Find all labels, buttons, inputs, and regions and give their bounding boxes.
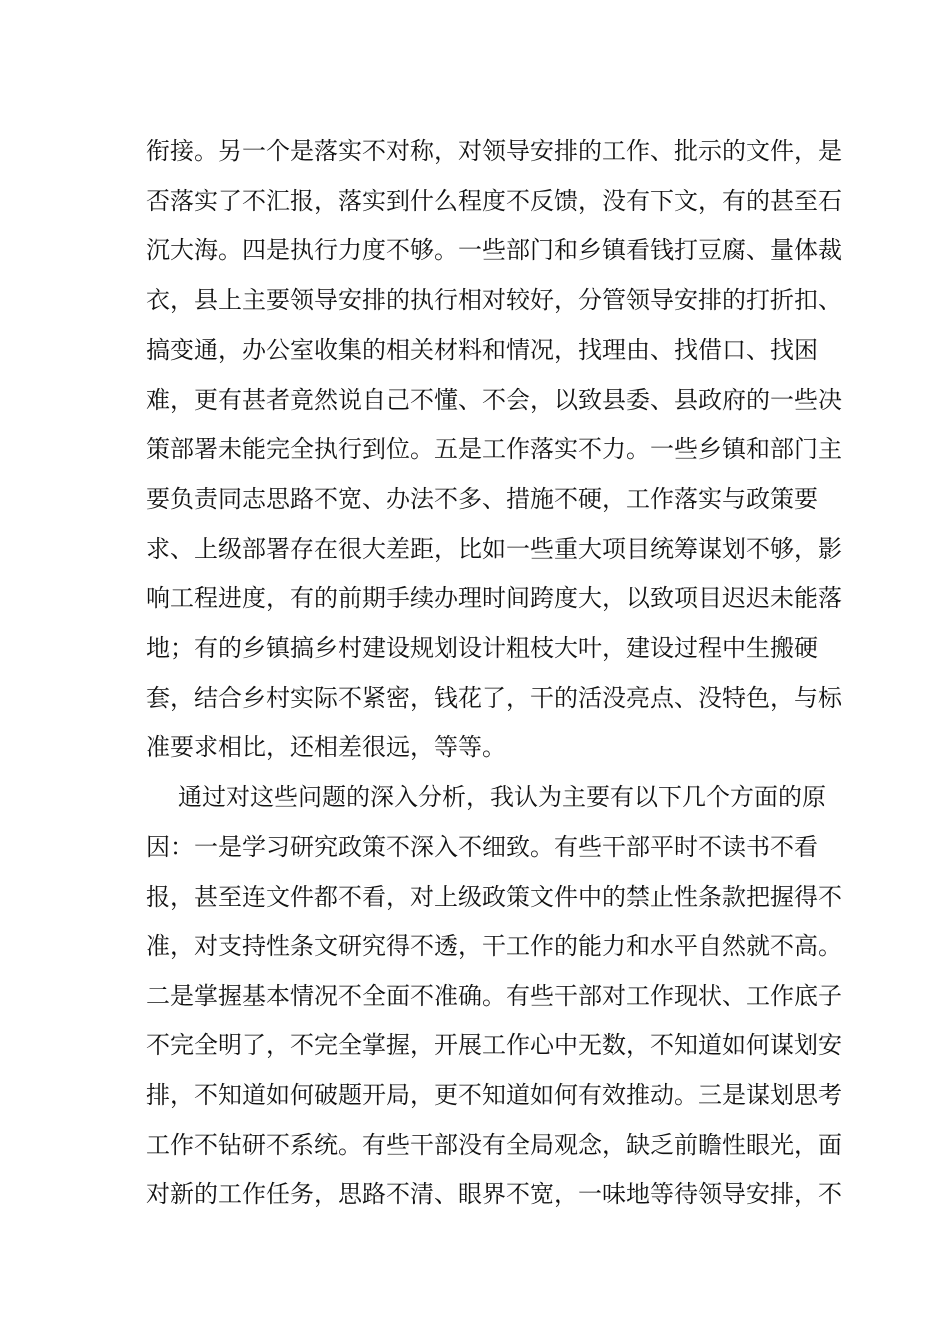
paragraph-1-line: 搞变通，办公室收集的相关材料和情况，找理由、找借口、找困 bbox=[146, 336, 818, 364]
paragraph-1-line: 地；有的乡镇搞乡村建设规划设计粗枝大叶，建设过程中生搬硬 bbox=[146, 634, 818, 662]
paragraph-1-line: 响工程进度，有的前期手续办理时间跨度大，以致项目迟迟未能落 bbox=[146, 584, 842, 612]
paragraph-2-line: 不完全明了，不完全掌握，开展工作心中无数，不知道如何谋划安 bbox=[146, 1031, 842, 1059]
paragraph-1-line: 求、上级部署存在很大差距，比如一些重大项目统筹谋划不够，影 bbox=[146, 535, 842, 563]
paragraph-2-line: 排，不知道如何破题开局，更不知道如何有效推动。三是谋划思考 bbox=[146, 1081, 842, 1109]
paragraph-1-line: 衣，县上主要领导安排的执行相对较好，分管领导安排的打折扣、 bbox=[146, 286, 842, 314]
paragraph-1-last-line: 准要求相比，还相差很远，等等。 bbox=[146, 733, 506, 761]
paragraph-1-line: 策部署未能完全执行到位。五是工作落实不力。一些乡镇和部门主 bbox=[146, 435, 842, 463]
paragraph-2-line: 因：一是学习研究政策不深入不细致。有些干部平时不读书不看 bbox=[146, 833, 818, 861]
paragraph-2-line: 准，对支持性条文研究得不透，干工作的能力和水平自然就不高。 bbox=[146, 932, 842, 960]
paragraph-1-line: 要负责同志思路不宽、办法不多、措施不硬，工作落实与政策要 bbox=[146, 485, 818, 513]
paragraph-2-line: 报，甚至连文件都不看，对上级政策文件中的禁止性条款把握得不 bbox=[146, 883, 842, 911]
paragraph-1-line: 沉大海。四是执行力度不够。一些部门和乡镇看钱打豆腐、量体裁 bbox=[146, 236, 842, 264]
paragraph-1-line: 否落实了不汇报，落实到什么程度不反馈，没有下文，有的甚至石 bbox=[146, 187, 842, 215]
paragraph-2-line: 工作不钻研不系统。有些干部没有全局观念，缺乏前瞻性眼光，面 bbox=[146, 1131, 842, 1159]
paragraph-1-line: 衔接。另一个是落实不对称，对领导安排的工作、批示的文件，是 bbox=[146, 137, 842, 165]
paragraph-2-line: 二是掌握基本情况不全面不准确。有些干部对工作现状、工作底子 bbox=[146, 982, 842, 1010]
paragraph-1-line: 套，结合乡村实际不紧密，钱花了，干的活没亮点、没特色，与标 bbox=[146, 684, 842, 712]
paragraph-2-line: 对新的工作任务，思路不清、眼界不宽，一味地等待领导安排，不 bbox=[146, 1180, 842, 1208]
paragraph-1-line: 难，更有甚者竟然说自己不懂、不会，以致县委、县政府的一些决 bbox=[146, 386, 842, 414]
paragraph-2-first-line: 通过对这些问题的深入分析，我认为主要有以下几个方面的原 bbox=[178, 783, 826, 811]
